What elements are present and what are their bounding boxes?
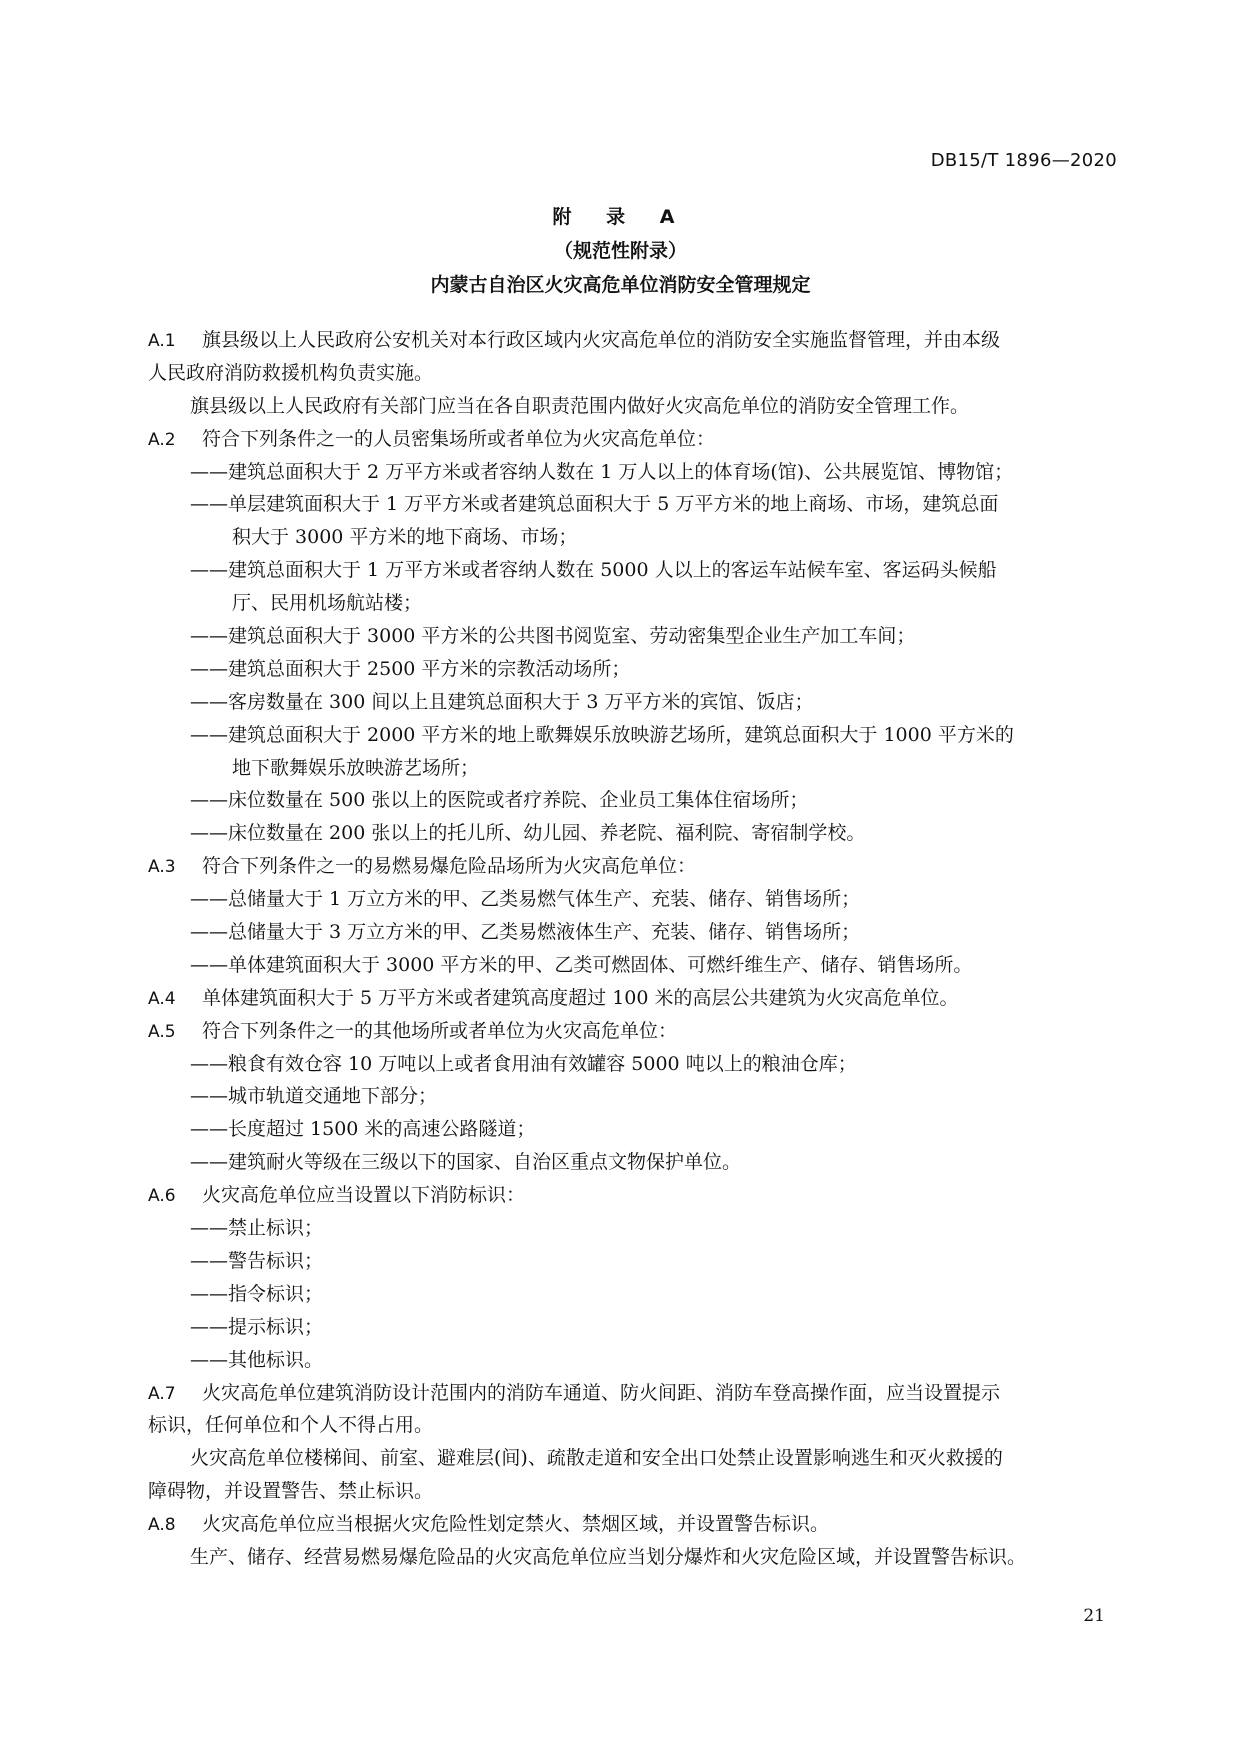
text-line: 障碍物，并设置警告、禁止标识。 [148,1480,434,1503]
clause-number: A.3 [148,857,176,878]
page-number: 21 [1083,1606,1105,1626]
list-item: ——粮食有效仓容 10 万吨以上或者食用油有效罐容 5000 吨以上的粮油仓库； [190,1052,857,1075]
clause-a1 [148,324,1116,357]
list-item: ——床位数量在 200 张以上的托儿所、幼儿园、养老院、福利院、寄宿制学校。 [190,822,866,845]
clause-number: A.2 [148,429,176,450]
clause-a8 [148,1508,1116,1541]
list-item: ——总储量大于 3 万立方米的甲、乙类易燃液体生产、充装、储存、销售场所； [190,921,861,944]
clause-number: A.7 [148,1383,176,1404]
list-item: ——建筑总面积大于 2500 平方米的宗教活动场所； [190,657,631,680]
list-item: ——建筑总面积大于 3000 平方米的公共图书阅览室、劳动密集型企业生产加工车间； [190,625,916,648]
clause-a4 [148,982,1116,1015]
list-item-continuation: 厅、民用机场航站楼； [232,592,423,615]
list-item: ——其他标识。 [190,1348,324,1371]
text-line: 旗县级以上人民政府有关部门应当在各自职责范围内做好火灾高危单位的消防安全管理工作。 [190,394,970,417]
clause-a5 [148,1015,1116,1048]
list-item: ——建筑总面积大于 1 万平方米或者容纳人数在 5000 人以上的客运车站候车室、客运码头候船 [190,559,997,582]
text-line: 火灾高危单位楼梯间、前室、避难层(间)、疏散走道和安全出口处禁止设置影响逃生和灭火救援的 [190,1447,1003,1470]
list-item: ——警告标识； [190,1249,324,1272]
annex-body [148,324,1116,1574]
text-line: 生产、储存、经营易燃易爆危险品的火灾高危单位应当划分爆炸和火灾危险区域，并设置警告标识。 [190,1545,1027,1568]
list-item: ——建筑总面积大于 2000 平方米的地上歌舞娱乐放映游艺场所，建筑总面积大于 1000 平方米的 [190,723,1014,746]
list-item: ——总储量大于 1 万立方米的甲、乙类易燃气体生产、充装、储存、销售场所； [190,888,861,911]
clause-text: 火灾高危单位应当根据火灾危险性划定禁火、禁烟区域，并设置警告标识。 [202,1513,830,1536]
clause-text: 符合下列条件之一的其他场所或者单位为火灾高危单位： [202,1019,678,1042]
standard-code: DB15/T 1896—2020 [930,150,1117,171]
list-item: ——禁止标识； [190,1217,324,1240]
clause-text: 符合下列条件之一的易燃易爆危险品场所为火灾高危单位： [202,855,697,878]
clause-a3 [148,850,1116,883]
clause-number: A.6 [148,1186,176,1207]
list-item: ——建筑总面积大于 2 万平方米或者容纳人数在 1 万人以上的体育场(馆)、公共展览馆、博物馆； [190,460,1014,483]
annex-title: 内蒙古自治区火灾高危单位消防安全管理规定 [430,274,811,296]
annex-type: （规范性附录） [553,240,687,262]
clause-text: 旗县级以上人民政府公安机关对本行政区域内火灾高危单位的消防安全实施监督管理，并由本级 [202,329,1001,351]
list-item: ——指令标识； [190,1282,324,1305]
list-item: ——建筑耐火等级在三级以下的国家、自治区重点文物保护单位。 [190,1151,742,1174]
clause-number: A.5 [148,1021,176,1042]
annex-headings [0,200,1241,302]
clause-text: 火灾高危单位应当设置以下消防标识： [202,1184,526,1207]
clause-a2 [148,423,1116,456]
annex-label: 附 录 A [552,206,689,228]
clause-number: A.1 [148,331,176,351]
clause-a7 [148,1377,1116,1410]
list-item: ——单层建筑面积大于 1 万平方米或者建筑总面积大于 5 万平方米的地上商场、市场，建筑总面 [190,493,999,516]
text-line: 标识，任何单位和个人不得占用。 [148,1414,434,1437]
clause-a6 [148,1179,1116,1212]
list-item: ——客房数量在 300 间以上且建筑总面积大于 3 万平方米的宾馆、饭店； [190,690,814,713]
clause-number: A.8 [148,1515,176,1536]
clause-text: 单体建筑面积大于 5 万平方米或者建筑高度超过 100 米的高层公共建筑为火灾高危单位。 [202,986,959,1009]
list-item: ——单体建筑面积大于 3000 平方米的甲、乙类可燃固体、可燃纤维生产、储存、销售场所。 [190,953,973,976]
clause-text: 符合下列条件之一的人员密集场所或者单位为火灾高危单位： [202,427,716,450]
list-item-continuation: 积大于 3000 平方米的地下商场、市场； [232,526,578,549]
list-item-continuation: 地下歌舞娱乐放映游艺场所； [232,756,480,779]
list-item: ——提示标识； [190,1315,324,1338]
list-item: ——床位数量在 500 张以上的医院或者疗养院、企业员工集体住宿场所； [190,789,809,812]
clause-number: A.4 [148,988,176,1009]
clause-text: 火灾高危单位建筑消防设计范围内的消防车通道、防火间距、消防车登高操作面，应当设置提示 [202,1381,1001,1404]
list-item: ——城市轨道交通地下部分； [190,1085,438,1108]
text-line: 人民政府消防救援机构负责实施。 [148,361,434,384]
list-item: ——长度超过 1500 米的高速公路隧道； [190,1118,536,1141]
